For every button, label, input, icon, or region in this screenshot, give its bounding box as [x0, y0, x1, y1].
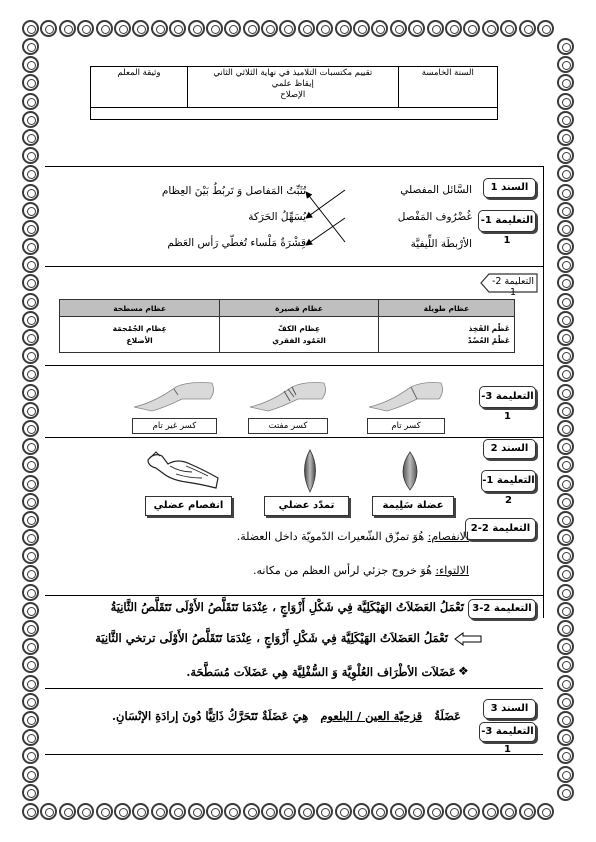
label-muscle-stretch: تمدّد عضلي	[264, 496, 349, 516]
arrow-2	[306, 218, 345, 245]
sentence-answer: قزحيّة العين / البلعوم	[320, 709, 423, 723]
taleema-2-1-label: التعليمة 2-1	[491, 276, 535, 298]
caption-complete-fracture: كسر تام	[367, 418, 445, 434]
answer-sentence	[112, 709, 461, 723]
right-item-1: تُثَبِّتُ المَفاصل وَ تَربُطُ بَيْنَ العِظام	[161, 185, 306, 197]
taleema-1-2-tag	[481, 470, 536, 506]
definition-rupture	[237, 530, 469, 543]
arrow-1	[306, 190, 345, 218]
definition-rupture-term: الانفصام:	[427, 530, 469, 543]
short-bones-cell	[220, 317, 379, 353]
caption-incomplete-fracture: كسر غير تام	[132, 418, 217, 434]
statement-2: تَعْمَلُ العَضَلاَتُ الهَيْكَلِيَّة فِي شَكْلِ أَزْوَاجٍ ، عِنْدَمَا تَتَقَلَّصُ الأَوْلَى ترتخي الثَّانِيَة	[95, 631, 448, 645]
caption-comminuted-fracture: كسر مفتت	[248, 418, 328, 434]
statement-3: عَضَلاَت الأطْرَاف العُلْوِيَّة وَ السُّفْلِيَّة هِي عَضَلاَت مُسَطَّحَة.	[186, 665, 456, 679]
definition-sprain	[253, 564, 469, 577]
stretched-muscle-image	[297, 448, 323, 494]
star-bullet-icon: ❖	[458, 664, 469, 678]
title-line-2: إيقاظ علمي	[271, 79, 314, 89]
right-item-3: قِشْرَةٌ مَلْساء تُغطّي رَأس العَظم	[167, 237, 306, 249]
teacher-doc-label: وثيقة المعلم	[117, 68, 161, 78]
sanad-1-label: السند 1	[490, 182, 529, 193]
taleema-1-2-label: التعليمة 1-2	[482, 475, 535, 506]
title-line-1: تقييم مكتسبات التلاميذ في نهاية الثلاثي الثاني	[213, 68, 373, 78]
label-healthy-muscle: عضلة سَلِيمة	[372, 496, 454, 516]
col-short-bones: عظام قصيرة	[220, 300, 379, 317]
taleema-2-2-tag	[465, 518, 536, 540]
arrow-3	[306, 192, 345, 242]
sentence-end: هِيَ عَضَلَةٌ تَتَحَرَّكُ ذَاتِيًّا دُونَ إرادَةِ الإنْسَانِ.	[112, 709, 309, 723]
bone-image-1	[367, 377, 445, 419]
taleema-3-1-label: التعليمة 3-1	[481, 391, 534, 422]
title-line-3: الإصلاح	[280, 90, 306, 100]
long-bone-1: عَظْم الفَخِذ	[468, 323, 510, 333]
left-item-1: السَّائل المفصلي	[400, 184, 472, 196]
taleema-2-3-label: التعليمة 2-3	[472, 603, 532, 614]
definition-sprain-text: هُوَ خروج جزئي لرأس العظم من مكانه.	[253, 564, 436, 577]
bone-image-2	[248, 377, 328, 419]
taleema-1-1-label: التعليمة 1-1	[480, 215, 534, 246]
taleema-2-3-tag	[468, 599, 536, 619]
taleema-3-1b-tag	[479, 722, 536, 755]
correction-arrow-icon	[453, 632, 483, 646]
sanad-3-label: السند 3	[490, 703, 529, 714]
sanad-2-label: السند 2	[490, 443, 529, 454]
sentence-start: عَضَلَةُ	[434, 709, 461, 723]
sanad-3-tag	[483, 699, 536, 719]
definition-sprain-term: الالتواء:	[435, 564, 469, 577]
flat-bone-2: الأضلاع	[126, 335, 153, 345]
bones-table	[59, 299, 515, 353]
left-item-2: غُضْرُوف المَفْصل	[397, 211, 472, 223]
flat-bone-1: عِظام الجُمْجمَة	[112, 323, 167, 333]
bone-image-3	[132, 377, 217, 419]
statement-1: تَعْمَلُ العَضَلاَتُ الهَيْكَلِيَّة فِي شَكْلِ أَزْوَاجٍ ، عِنْدَمَا تَتَقَلَّصُ الأَوْلَى تَتَقَلَّصُ الثَّانِيَةُ	[110, 600, 464, 614]
long-bone-2: عَظْمُ العُضُدْ	[467, 335, 510, 345]
col-flat-bones: عظام مسطحة	[60, 300, 220, 317]
short-bone-2: العَمُود الفقري	[272, 335, 326, 345]
sanad-2-tag	[483, 439, 536, 459]
taleema-3-1b-label: التعليمة 3-1	[481, 726, 534, 755]
definition-rupture-text: هُوَ تمزّق الشّعيرات الدّمويّة داخل العضلة.	[236, 530, 428, 543]
col-long-bones: عظام طويلة	[378, 300, 514, 317]
taleema-2-2-label: التعليمة 2-2	[470, 523, 531, 534]
left-item-3: الأرْبطَة اللِّيفيَّة	[410, 238, 472, 250]
short-bone-1: عِظام الكفّ	[278, 323, 321, 333]
arm-muscle-image	[142, 448, 222, 494]
right-item-2: يُسَهِّلُ الحَرَكة	[248, 211, 306, 223]
flat-bones-cell	[60, 317, 220, 353]
healthy-muscle-image	[398, 450, 422, 492]
long-bones-cell	[378, 317, 514, 353]
label-muscle-rupture: انفصام عضلي	[145, 496, 232, 516]
grade-label: السنة الخامسة	[421, 68, 474, 78]
taleema-3-1-tag	[479, 386, 536, 422]
